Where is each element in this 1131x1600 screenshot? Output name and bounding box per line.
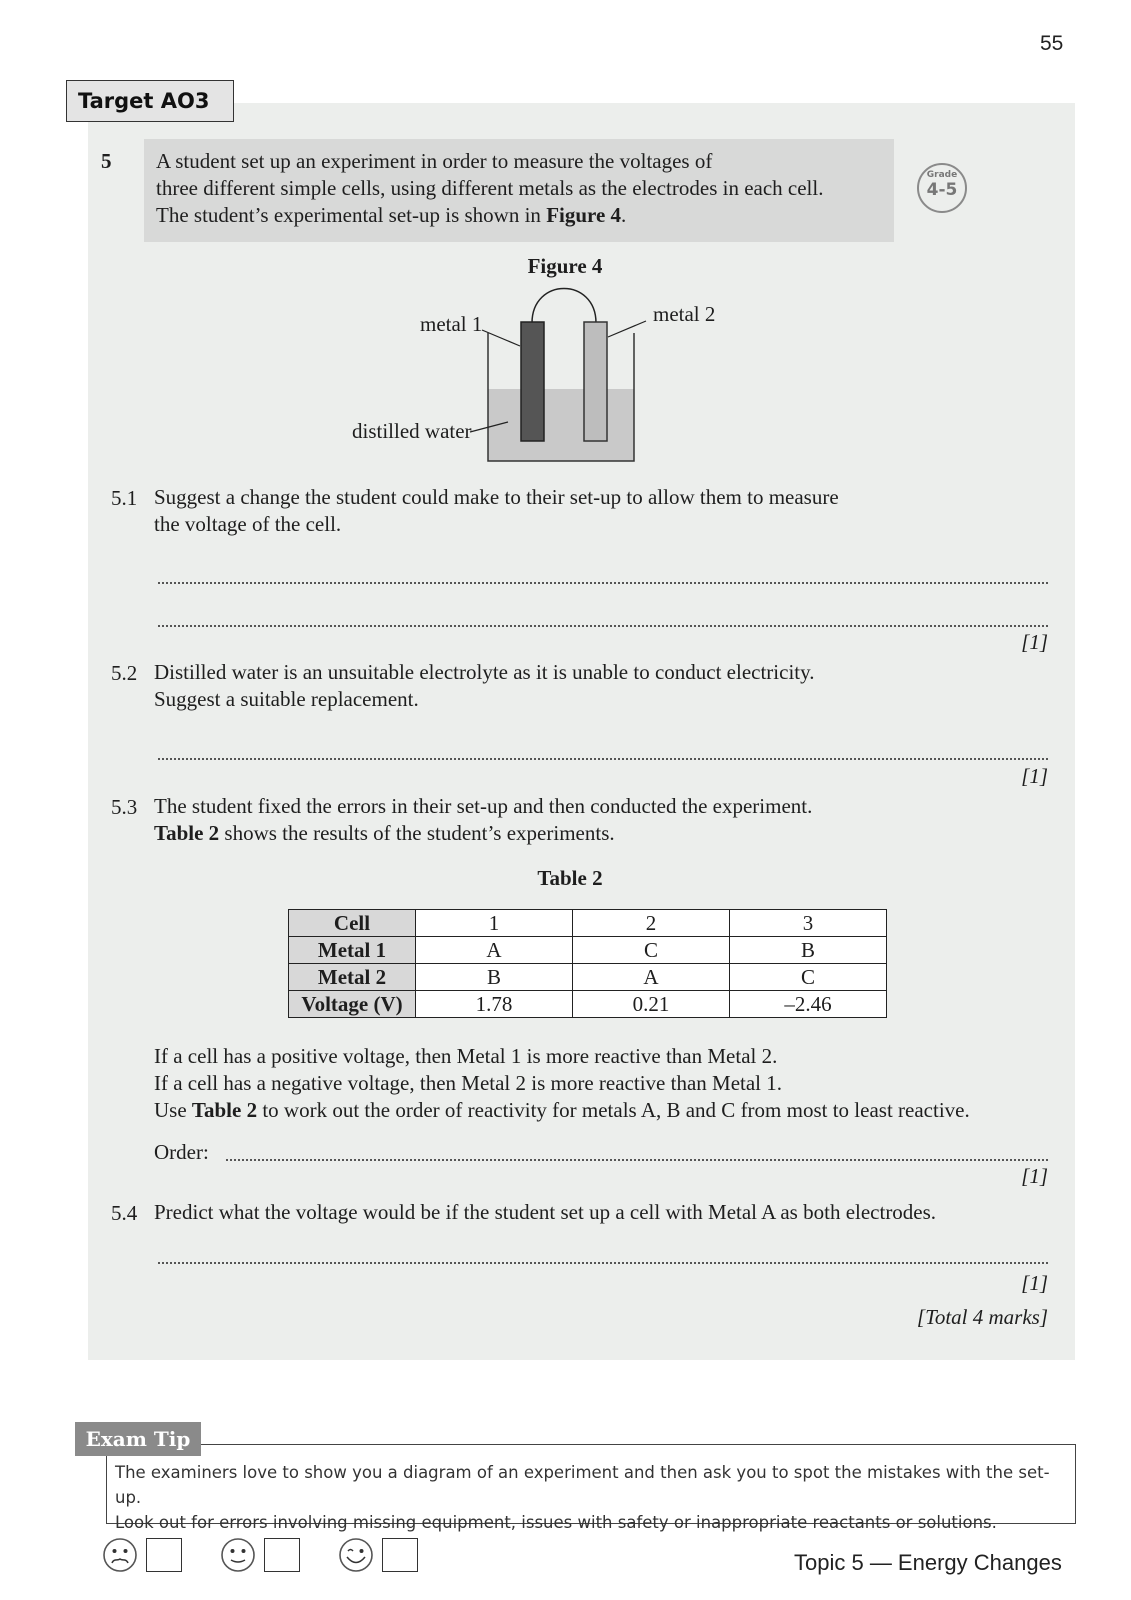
table-cell: 3 [730,910,887,937]
intro-line-2: three different simple cells, using different metals as the electrodes in each cell. [156,176,824,200]
row-header: Metal 1 [289,937,416,964]
order-answer-line[interactable] [226,1159,1048,1161]
order-label: Order: [154,1140,209,1164]
question-number: 5 [101,149,112,173]
q51-text: Suggest a change the student could make to their set-up to allow them to measure the voltage of the cell. [154,485,839,536]
label-metal-1: metal 1 [420,312,483,336]
q52-answer-line[interactable] [158,758,1048,760]
page-number: 55 [1040,32,1064,55]
table-row [289,937,887,964]
grade-label: Grade [926,170,958,180]
q54-mark: [1] [1021,1271,1048,1295]
table-cell: C [573,937,730,964]
q53-bold-ref: Table 2 [154,821,220,845]
metal-2-electrode [584,322,607,441]
grade-value: 4-5 [926,180,958,200]
q54-text: Predict what the voltage would be if the student set up a cell with Metal A as both electrodes. [154,1200,937,1224]
q51-answer-line-2[interactable] [158,625,1048,627]
q51-answer-line-1[interactable] [158,582,1048,584]
figure-title: Figure 4 [527,254,603,278]
row-header: Voltage (V) [289,991,416,1018]
grade-badge [917,163,967,213]
table-cell: 1.78 [416,991,573,1018]
table-cell: A [573,964,730,991]
question-intro [144,139,894,242]
table-cell: A [416,937,573,964]
table-row [289,964,887,991]
connecting-wire [532,289,596,324]
q53-table-ref: Table 2 [191,1098,258,1122]
intro-bold-ref: Figure 4 [546,203,622,227]
exam-tip-label: Exam Tip [75,1422,201,1456]
row-header: Cell [289,910,416,937]
table-cell: B [416,964,573,991]
table-cell: 0.21 [573,991,730,1018]
table-cell: –2.46 [730,991,887,1018]
row-header: Metal 2 [289,964,416,991]
q54-number: 5.4 [111,1201,138,1225]
q52-number: 5.2 [111,661,138,685]
exam-tip-text: The examiners love to show you a diagram of an experiment and then ask you to spot the mistakes with the set-up. Look out for errors involving missing equipment, issues with safety or inappropriate reactants or solutions. [115,1463,1050,1532]
q52-text: Distilled water is an unsuitable electrolyte as it is unable to conduct electricity. Suggest a suitable replacement. [154,660,815,711]
q53-number: 5.3 [111,795,138,819]
intro-line-1: A student set up an experiment in order to measure the voltages of [156,149,713,173]
neutral-tick-box[interactable] [264,1538,300,1572]
table-cell: B [730,937,887,964]
intro-line-3: The student’s experimental set-up is shown in Figure 4. [156,203,627,227]
section-label: Target AO3 [66,80,234,122]
table-2 [288,909,887,1018]
q54-answer-line[interactable] [158,1262,1048,1264]
distilled-water-liquid [488,389,634,461]
table-row [289,991,887,1018]
topic-footer: Topic 5 — Energy Changes [794,1550,1062,1575]
metal-2-leader [608,321,646,337]
q51-mark: [1] [1021,630,1048,654]
happy-face-icon [338,1537,374,1573]
sad-tick-box[interactable] [146,1538,182,1572]
happy-tick-box[interactable] [382,1538,418,1572]
q53-mark: [1] [1021,1164,1048,1188]
total-marks: [Total 4 marks] [916,1305,1048,1329]
q52-mark: [1] [1021,764,1048,788]
table-row [289,910,887,937]
label-metal-2: metal 2 [653,302,716,326]
metal-1-electrode [521,322,544,441]
table-title: Table 2 [537,866,603,890]
table-cell: 1 [416,910,573,937]
table-cell: C [730,964,887,991]
q53-text: The student fixed the errors in their set-up and then conducted the experiment. Table 2 shows the results of the student’s experiments. [154,794,813,845]
sad-face-icon [102,1537,138,1573]
q51-number: 5.1 [111,486,138,510]
q53-instructions: If a cell has a positive voltage, then Metal 1 is more reactive than Metal 2. If a cell has a negative voltage, then Metal 2 is more reactive than Metal 1. Use Table 2 to work out the order of reactivity for metals A, B and C from most to least reactive. [154,1044,970,1122]
label-distilled-water: distilled water [352,419,472,443]
neutral-face-icon [220,1537,256,1573]
table-cell: 2 [573,910,730,937]
